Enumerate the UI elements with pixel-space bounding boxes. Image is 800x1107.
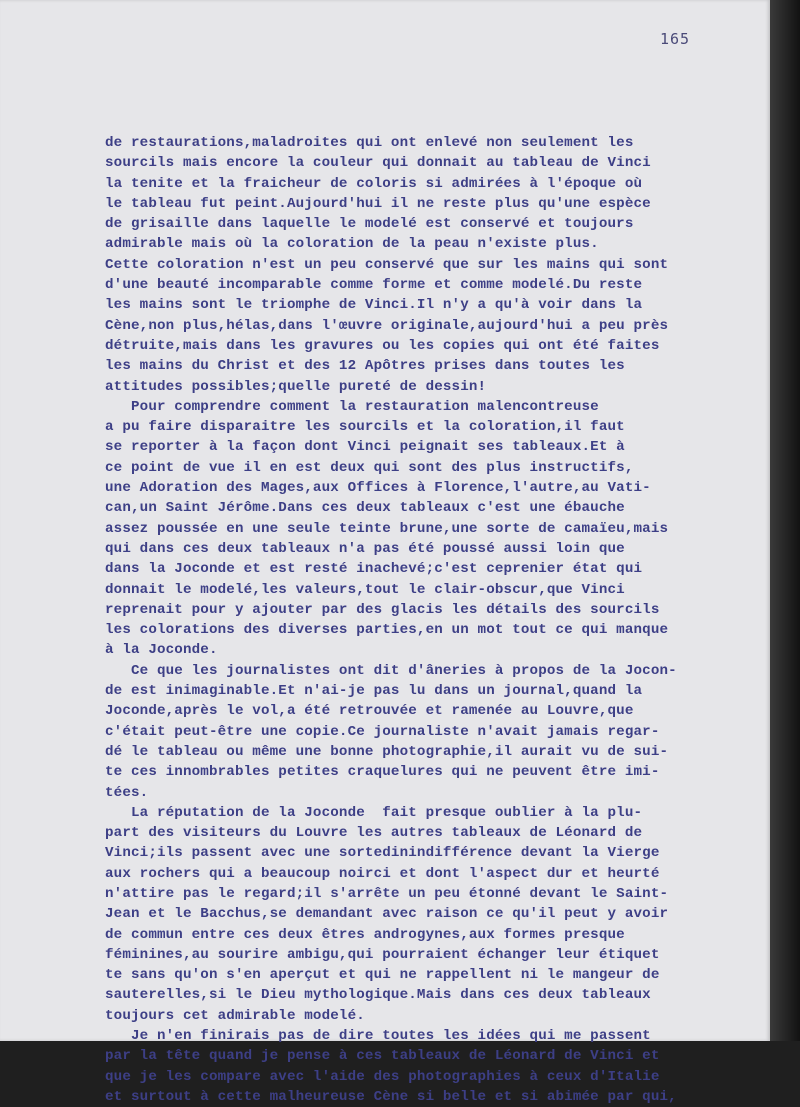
typewritten-text-body [105,133,765,1107]
text-line: se reporter à la façon dont Vinci peignait ses tableaux.Et à [105,439,625,456]
text-line: la tenite et la fraicheur de coloris si admirées à l'époque où [105,175,643,192]
text-line: aux rochers qui a beaucoup noirci et dont l'aspect dur et heurté [105,865,660,882]
text-line: de est inimaginable.Et n'ai-je pas lu dans un journal,quand la [105,683,643,700]
text-line: les mains sont le triomphe de Vinci.Il n'y a qu'à voir dans la [105,297,643,314]
text-line: ce point de vue il en est deux qui sont des plus instructifs, [105,459,634,476]
page-edge-shadow [770,0,800,1041]
text-line: Ce que les journalistes ont dit d'âneries à propos de la Jocon- [105,662,677,679]
text-line: dé le tableau ou même une bonne photographie,il aurait vu de sui- [105,743,669,760]
text-line: de restaurations,maladroites qui ont enlevé non seulement les [105,135,634,151]
text-line: que je les compare avec l'aide des photographies à ceux d'Italie [105,1068,660,1085]
text-line: et surtout à cette malheureuse Cène si belle et si abimée par qui, [105,1088,677,1105]
text-line: tées. [105,784,149,801]
text-line: les colorations des diverses parties,en un mot tout ce qui manque [105,622,669,639]
text-line: de commun entre ces deux êtres androgynes,aux formes presque [105,926,625,943]
text-line: Joconde,après le vol,a été retrouvée et ramenée au Louvre,que [105,703,634,720]
text-line: assez poussée en une seule teinte brune,une sorte de camaïeu,mais [105,520,669,537]
text-line: Vinci;ils passent avec une sortedinindifférence devant la Vierge [105,845,660,862]
page-number: 165 [660,30,691,48]
text-line: n'attire pas le regard;il s'arrête un peu étonné devant le Saint- [105,885,669,902]
text-line: à la Joconde. [105,642,218,659]
text-line: La réputation de la Joconde fait presque oublier à la plu- [105,804,643,821]
text-line: Cène,non plus,hélas,dans l'œuvre originale,aujourd'hui a peu près [105,317,669,334]
text-line: le tableau fut peint.Aujourd'hui il ne reste plus qu'une espèce [105,195,651,212]
text-line: féminines,au sourire ambigu,qui pourraient échanger leur étiquet [105,946,660,963]
text-line: sourcils mais encore la couleur qui donnait au tableau de Vinci [105,155,651,172]
text-line: une Adoration des Mages,aux Offices à Florence,l'autre,au Vati- [105,480,651,497]
text-line: Pour comprendre comment la restauration malencontreuse [105,398,599,415]
text-line: reprenait pour y ajouter par des glacis les détails des sourcils [105,601,660,618]
text-line: Jean et le Bacchus,se demandant avec raison ce qu'il peut y avoir [105,906,669,923]
text-line: part des visiteurs du Louvre les autres tableaux de Léonard de [105,825,643,842]
text-line: toujours cet admirable modelé. [105,1007,365,1024]
text-line: te ces innombrables petites craquelures qui ne peuvent être imi- [105,764,660,781]
text-line: de grisaille dans laquelle le modelé est conservé et toujours [105,216,634,233]
text-line: qui dans ces deux tableaux n'a pas été poussé aussi loin que [105,540,625,557]
text-line: d'une beauté incomparable comme forme et comme modelé.Du reste [105,277,643,294]
text-line: dans la Joconde et est resté inachevé;c'est ceprenier état qui [105,561,643,578]
text-line: détruite,mais dans les gravures ou les copies qui ont été faites [105,337,660,354]
text-line: par la tête quand je pense à ces tableaux de Léonard de Vinci et [105,1048,660,1065]
text-line: attitudes possibles;quelle pureté de dessin! [105,378,487,395]
text-line: Cette coloration n'est un peu conservé que sur les mains qui sont [105,256,669,273]
text-line: admirable mais où la coloration de la peau n'existe plus. [105,236,599,253]
text-line: a pu faire disparaitre les sourcils et la coloration,il faut [105,419,625,436]
text-line: c'était peut-être une copie.Ce journaliste n'avait jamais regar- [105,723,660,740]
text-line: sauterelles,si le Dieu mythologique.Mais dans ces deux tableaux [105,987,651,1004]
text-line: Je n'en finirais pas de dire toutes les idées qui me passent [105,1028,651,1045]
text-line: les mains du Christ et des 12 Apôtres prises dans toutes les [105,358,625,375]
text-line: donnait le modelé,les valeurs,tout le clair-obscur,que Vinci [105,581,625,598]
text-line: te sans qu'on s'en aperçut et qui ne rappellent ni le mangeur de [105,967,660,984]
text-line: can,un Saint Jérôme.Dans ces deux tableaux c'est une ébauche [105,500,625,517]
